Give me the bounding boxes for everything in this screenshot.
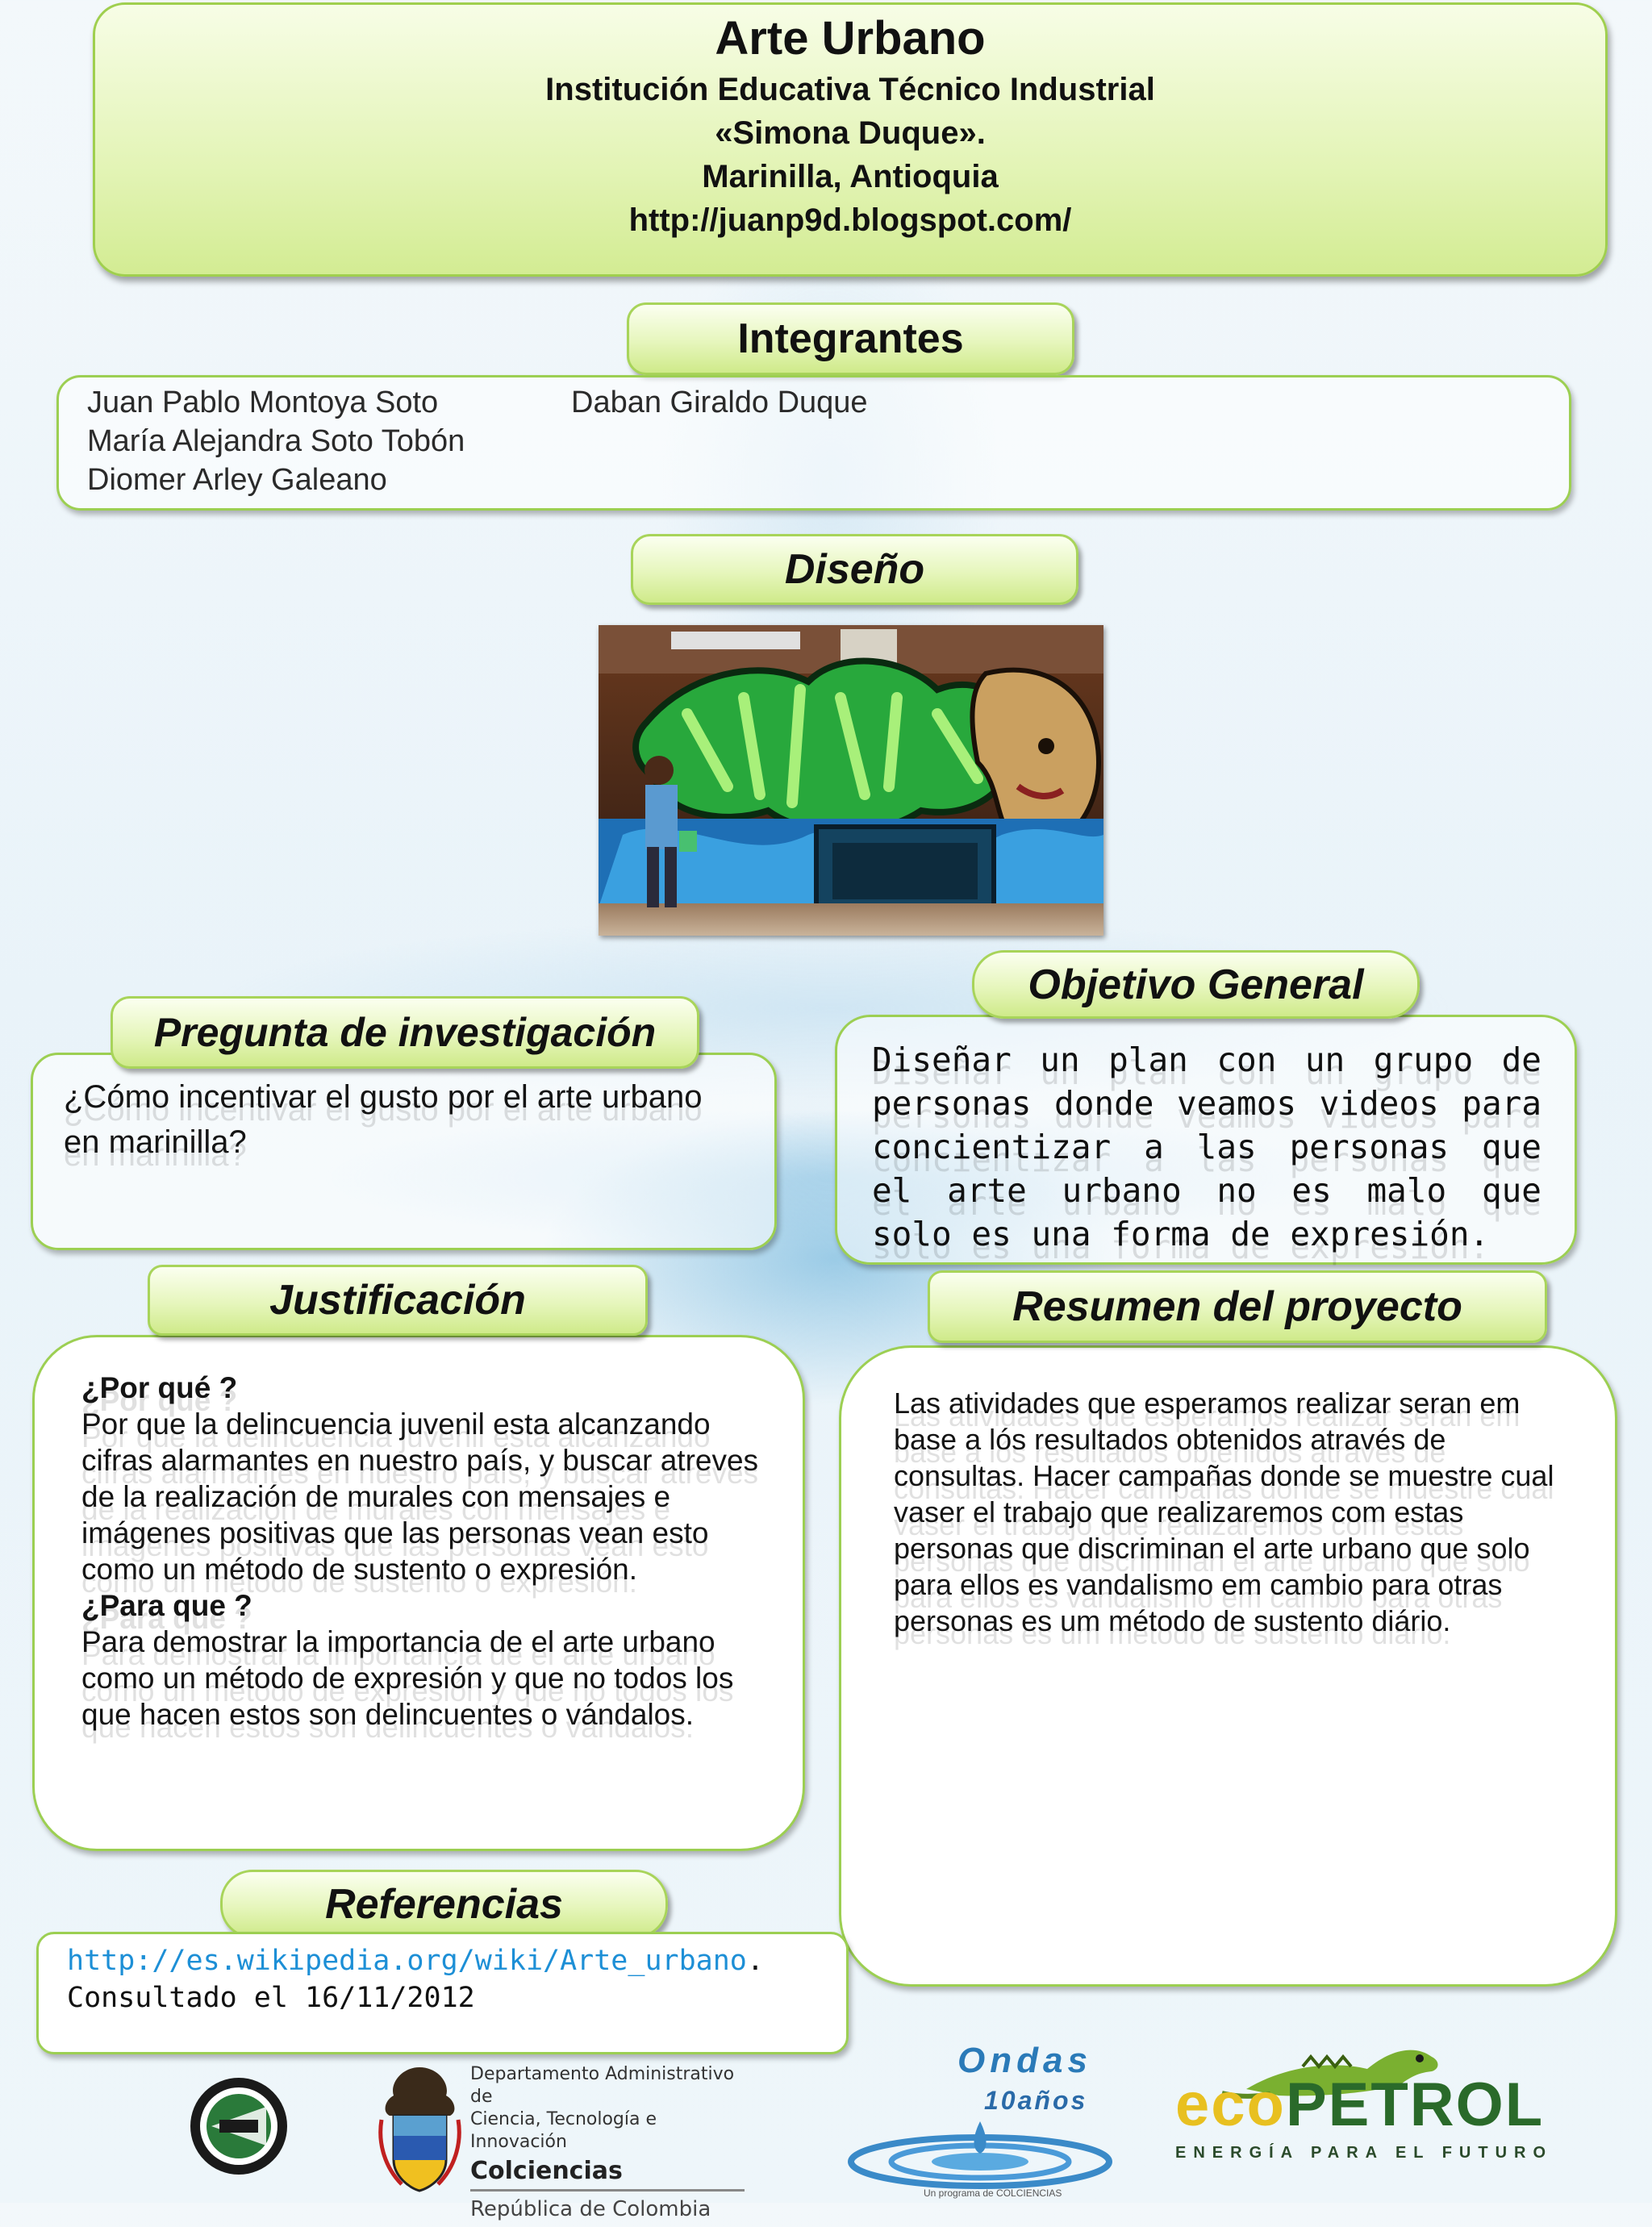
- justificacion-panel: [32, 1335, 805, 1851]
- ecopetrol-logo: [1174, 2016, 1553, 2162]
- objetivo-heading: Objetivo General: [972, 950, 1420, 1019]
- justificacion-heading: Justificación: [148, 1265, 648, 1336]
- colciencias-dept-line1: Departamento Administrativo de: [470, 2064, 735, 2107]
- justificacion-answer-what-for: Para demostrar la importancia de el arte urbano como un método de expresión y que no todos los que hacen estos son delincuentes o vándalos.: [81, 1625, 734, 1731]
- ondas-program-note: Un programa de COLCIENCIAS: [924, 2187, 1062, 2199]
- justificacion-answer-why: Por que la delincuencia juvenil esta alcanzando cifras alarmantes en nuestro país, y buscar atreves de la realización de murales con mensajes e imágenes positivas que las personas vean esto como un método de sustento o expresión.: [81, 1408, 759, 1586]
- graffiti-mural-image: [599, 625, 1103, 936]
- ecopetrol-slogan: ENERGÍA PARA EL FUTURO: [1175, 2144, 1554, 2162]
- ondas-years: 10años: [984, 2086, 1088, 2115]
- colciencias-dept-line2: Ciencia, Tecnología e Innovación: [470, 2109, 657, 2152]
- ondas-wordmark: Ondas: [957, 2041, 1092, 2080]
- integrantes-panel: [56, 375, 1571, 511]
- pregunta-text: ¿Cómo incentivar el gusto por el arte urbano en marinilla?: [64, 1079, 703, 1160]
- justificacion-question-what-for: ¿Para que ?: [81, 1589, 252, 1622]
- school-seal-logo: [187, 2075, 290, 2178]
- colciencias-name: Colciencias: [470, 2154, 745, 2192]
- objetivo-panel: [835, 1015, 1577, 1265]
- pregunta-panel: [31, 1053, 777, 1250]
- resumen-panel: [839, 1345, 1617, 1987]
- header-banner: [93, 2, 1608, 277]
- integrantes-heading: Integrantes: [627, 302, 1074, 375]
- justificacion-question-why: ¿Por qué ?: [81, 1371, 238, 1404]
- member-name: Diomer Arley Galeano: [87, 463, 387, 497]
- resumen-heading: Resumen del proyecto: [928, 1270, 1547, 1343]
- colciencias-logo-text: [470, 2063, 753, 2221]
- member-name: Juan Pablo Montoya Soto: [87, 386, 439, 419]
- graffiti-photo: [599, 625, 1103, 936]
- location: Marinilla, Antioquia: [702, 159, 999, 194]
- ecopetrol-wordmark: ecoPETROL: [1175, 2071, 1545, 2139]
- resumen-text: Las atividades que esperamos realizar seran em base a lós resultados obtenidos através de consultas. Hacer campañas donde se muestre cual vaser el trabajo que realizaremos com estas personas que discriminan el arte urbano que solo para ellos es vandalismo em cambio para otras personas es um método de sustento diário.: [894, 1387, 1554, 1637]
- pregunta-heading: Pregunta de investigación: [111, 996, 699, 1069]
- member-name: María Alejandra Soto Tobón: [87, 424, 465, 458]
- member-name: Daban Giraldo Duque: [571, 386, 868, 419]
- justificacion-body: [81, 1370, 759, 1733]
- institution-name: Institución Educativa Técnico Industrial: [545, 72, 1155, 107]
- reference-consulted-date: Consultado el 16/11/2012: [67, 1982, 475, 2014]
- objetivo-text: Diseñar un plan con un grupo de personas donde veamos videos para concientizar a las personas que el arte urbano no es malo que solo es una forma de expresión.: [872, 1041, 1541, 1253]
- colciencias-country: República de Colombia: [470, 2197, 711, 2221]
- ondas-waves-icon: [843, 2041, 1133, 2202]
- school-name: «Simona Duque».: [715, 115, 986, 151]
- blog-url[interactable]: http://juanp9d.blogspot.com/: [628, 202, 1072, 238]
- referencias-panel: [36, 1932, 849, 2054]
- colombia-coat-of-arms-logo: [378, 2063, 462, 2194]
- referencias-heading: Referencias: [220, 1870, 668, 1938]
- page-title: Arte Urbano: [715, 12, 986, 65]
- reference-link-period: .: [746, 1945, 764, 1977]
- diseno-heading: Diseño: [631, 534, 1078, 605]
- reference-link[interactable]: http://es.wikipedia.org/wiki/Arte_urbano: [67, 1945, 747, 1977]
- ondas-logo: [843, 2041, 1133, 2202]
